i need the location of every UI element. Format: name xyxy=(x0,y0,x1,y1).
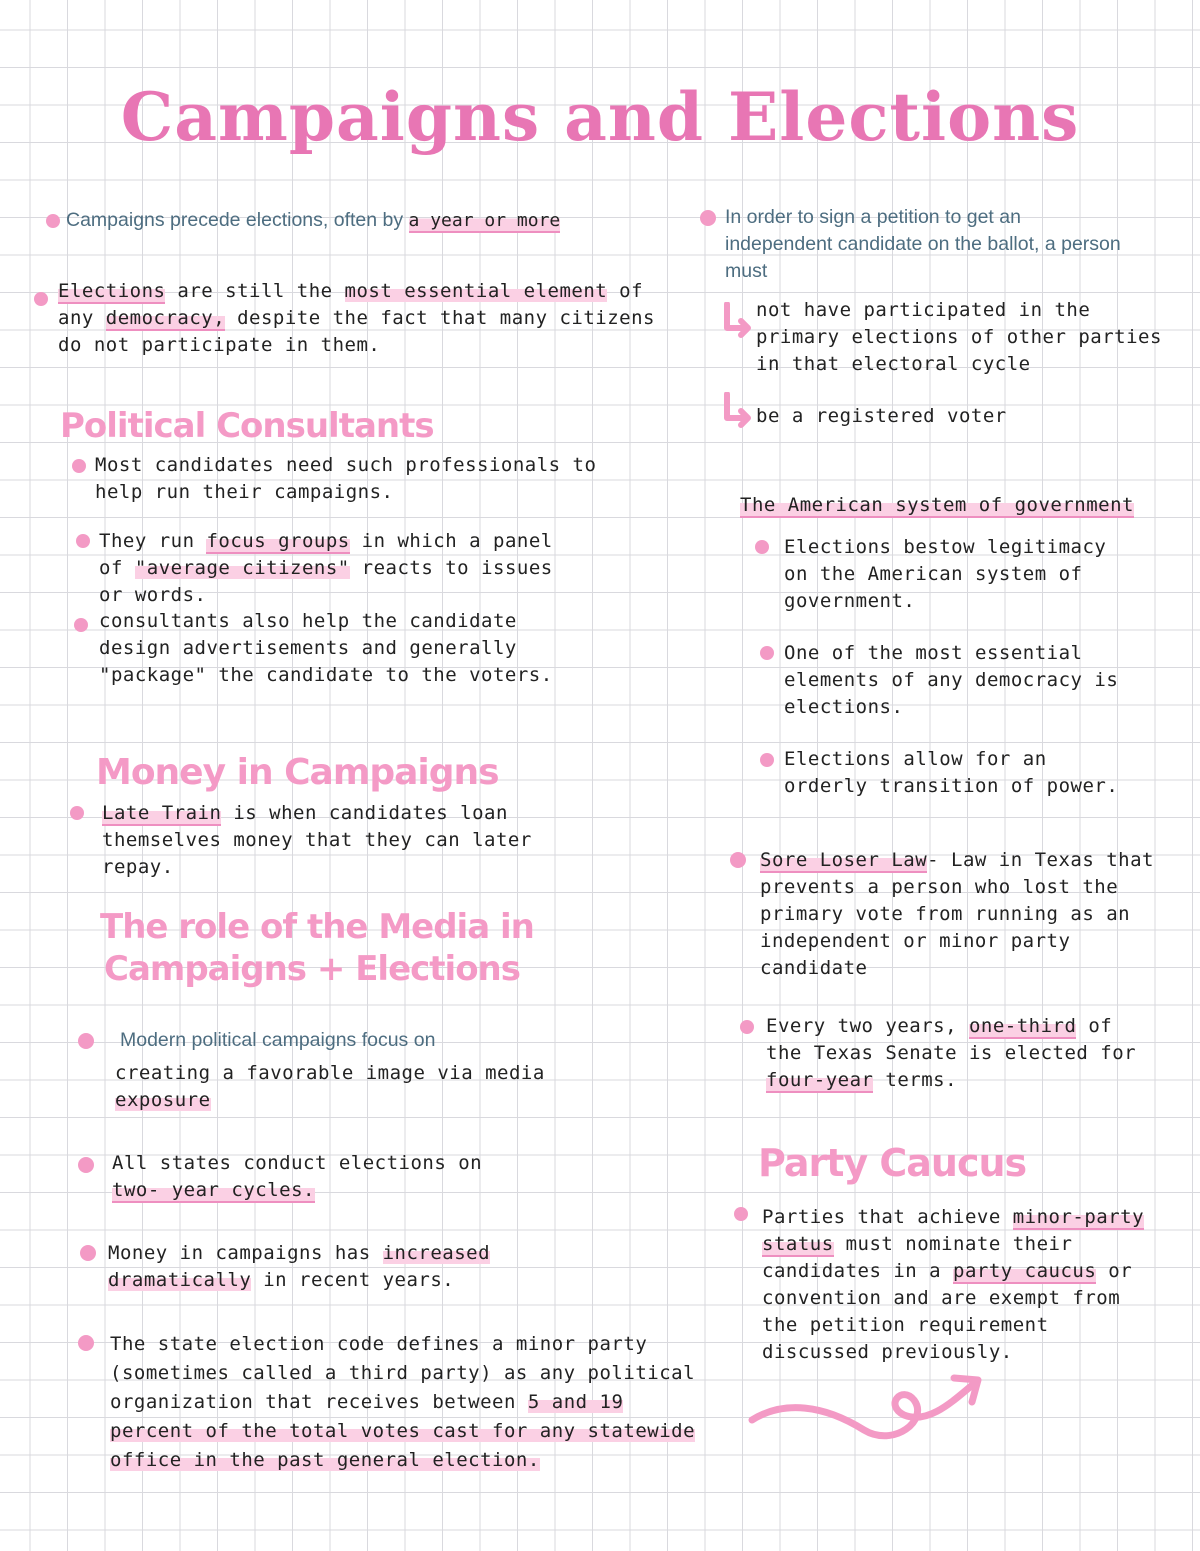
note-modern-campaigns-hand xyxy=(115,1060,575,1114)
note-text: - Law in Texas that prevents a person who lost the primary vote from running as an independent or minor party candidate xyxy=(760,849,1154,979)
bullet-dot xyxy=(760,753,774,767)
heading-american-system xyxy=(740,492,1170,519)
heading-media-line-2: Campaigns + Elections xyxy=(104,949,521,989)
note-two-year-cycles xyxy=(112,1150,512,1204)
note-text: must nominate their candidates in a xyxy=(762,1233,1073,1282)
highlight-two-year: two- year cycles. xyxy=(112,1179,315,1201)
note-text: They run xyxy=(99,530,207,552)
heading-media-line-1: The role of the Media in xyxy=(100,907,534,947)
highlight-sore-loser: Sore Loser Law xyxy=(760,849,928,871)
note-party-caucus xyxy=(762,1204,1162,1366)
note-text: The state election code defines a minor party (sometimes called a third party) as any political organization that receives between xyxy=(110,1333,696,1413)
highlight-party-caucus: party caucus xyxy=(953,1260,1097,1282)
highlight-average-citizens: "average citizens" xyxy=(134,557,350,579)
highlight-percent: 5 and 19 percent of the total votes cast for any statewide office in the past general election. xyxy=(110,1391,696,1471)
note-text: is when candidates loan themselves money that they can later repay. xyxy=(102,802,532,878)
note-text: in which a panel of xyxy=(99,530,553,579)
bullet-dot xyxy=(76,534,90,548)
bullet-dot xyxy=(760,646,774,660)
bullet-dot xyxy=(74,618,88,632)
highlight-democracy: democracy, xyxy=(105,307,226,329)
bullet-dot xyxy=(700,210,716,226)
highlight-essential: most essential element xyxy=(344,280,608,302)
note-text: Money in campaigns has xyxy=(108,1242,383,1264)
note-sore-loser-law xyxy=(760,847,1170,982)
note-minor-party-definition xyxy=(110,1330,710,1475)
note-legitimacy: Elections bestow legitimacy on the American system of government. xyxy=(784,536,1107,612)
note-consultants-design: consultants also help the candidate design advertisements and generally "package" the candidate to the voters. xyxy=(99,610,553,686)
bullet-dot xyxy=(34,292,48,306)
bullet-dot xyxy=(70,806,84,820)
bullet-dot xyxy=(740,1020,754,1034)
bullet-dot xyxy=(78,1335,94,1351)
highlight-year: a year or more xyxy=(408,210,561,231)
note-essential-elements: One of the most essential elements of any democracy is elections. xyxy=(784,642,1119,718)
highlight-increased: increased dramatically xyxy=(108,1242,491,1291)
note-text: of the Texas Senate is elected for xyxy=(766,1015,1137,1064)
highlight-exposure: exposure xyxy=(115,1089,211,1111)
note-campaigns-precede xyxy=(66,207,666,234)
highlight-focus-groups: focus groups xyxy=(206,530,350,552)
page-title: Campaigns and Elections xyxy=(120,78,1080,156)
sub-arrow-icon xyxy=(722,392,752,428)
note-elections-essential xyxy=(58,278,688,359)
bullet-dot xyxy=(734,1207,748,1221)
note-consultants-need: Most candidates need such professionals to help run their campaigns. xyxy=(95,454,597,503)
note-text: or convention and are exempt from the petition requirement discussed previously. xyxy=(762,1260,1133,1363)
note-modern-campaigns-typed: Modern political campaigns focus on xyxy=(120,1029,436,1051)
note-text: terms. xyxy=(873,1069,958,1091)
note-text: Campaigns precede elections, often by xyxy=(66,209,409,231)
note-registered-voter: be a registered voter xyxy=(756,405,1007,427)
sub-arrow-icon xyxy=(722,302,752,338)
note-late-train xyxy=(102,800,562,881)
highlight-late-train: Late Train xyxy=(102,802,222,824)
bullet-dot xyxy=(72,459,86,473)
note-text: are still the xyxy=(165,280,345,302)
highlight-four-year: four-year xyxy=(766,1069,874,1091)
note-texas-senate xyxy=(766,1013,1146,1094)
bullet-dot xyxy=(46,214,60,228)
heading-party-caucus: Party Caucus xyxy=(758,1141,1027,1185)
highlight-minor-party-status: minor-party status xyxy=(762,1206,1145,1255)
note-text: reacts to issues or words. xyxy=(99,557,553,606)
note-text: of any xyxy=(58,280,644,329)
bullet-dot xyxy=(80,1245,96,1261)
note-text: despite the fact that many citizens do not participate in them. xyxy=(58,307,655,356)
note-petition-typed: In order to sign a petition to get an independent candidate on the ballot, a person must xyxy=(725,206,1121,282)
bullet-dot xyxy=(78,1157,94,1173)
note-text: in recent years. xyxy=(251,1269,455,1291)
highlight-american-system: The American system of government xyxy=(740,494,1134,516)
note-transition-power: Elections allow for an orderly transition of power. xyxy=(784,748,1119,797)
note-not-participated: not have participated in the primary elections of other parties in that electoral cycle xyxy=(756,299,1162,375)
note-money-increased xyxy=(108,1240,528,1294)
note-text: Parties that achieve xyxy=(762,1206,1013,1228)
note-text: All states conduct elections on xyxy=(112,1152,483,1174)
highlight-one-third: one-third xyxy=(968,1015,1077,1037)
bullet-dot xyxy=(755,540,769,554)
bullet-dot xyxy=(730,852,746,868)
swirl-arrow-icon xyxy=(744,1360,994,1450)
note-text: Every two years, xyxy=(766,1015,969,1037)
heading-money-in-campaigns: Money in Campaigns xyxy=(96,752,499,793)
note-text: creating a favorable image via media xyxy=(115,1062,545,1084)
heading-political-consultants: Political Consultants xyxy=(60,406,434,446)
note-focus-groups xyxy=(99,528,569,609)
bullet-dot xyxy=(78,1033,94,1049)
highlight-elections: Elections xyxy=(58,280,166,302)
